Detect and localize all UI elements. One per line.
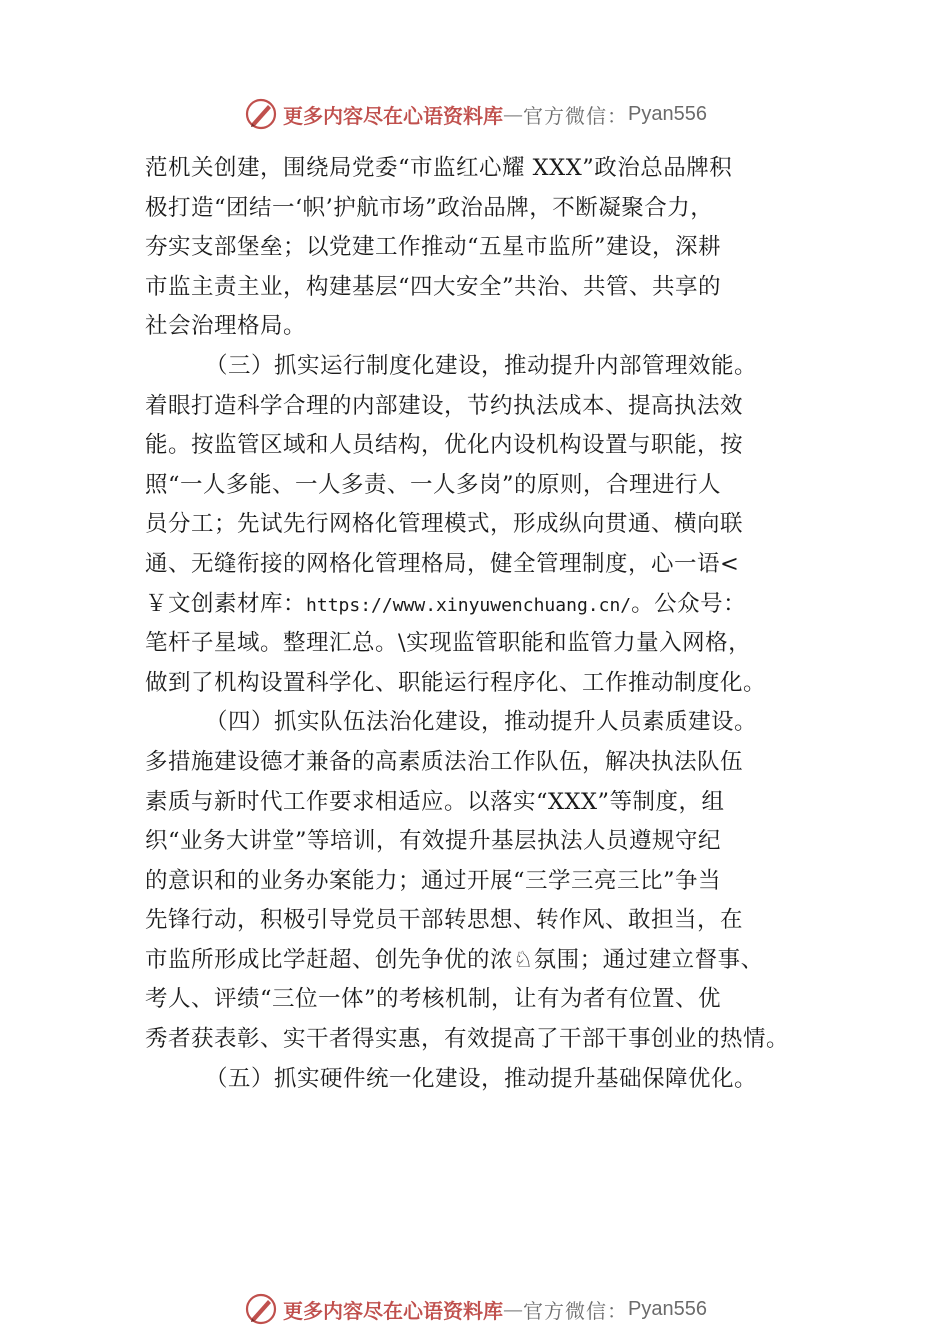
text-line: 着眼打造科学合理的内部建设，节约执法成本、提高执法效 bbox=[145, 392, 744, 419]
text-line: 多措施建设德才兼备的高素质法治工作队伍，解决执法队伍 bbox=[145, 748, 744, 775]
header-banner bbox=[0, 92, 950, 136]
text-line: 市监所形成比学赶超、创先争优的浓♘氛围；通过建立督事、 bbox=[145, 946, 764, 973]
banner-wechat-label: 官方微信： bbox=[523, 103, 629, 128]
text-line: 夯实支部堡垒；以党建工作推动“五星市监所”建设，深耕 bbox=[145, 234, 722, 261]
section-heading-5: （五）抓实硬件统一化建设，推动提升基础保障优化。 bbox=[205, 1065, 758, 1092]
text-line: 能。按监管区域和人员结构，优化内设机构设置与职能，按 bbox=[145, 432, 744, 459]
banner-wechat-id: Pyan556 bbox=[628, 1297, 707, 1320]
banner-brand-text: 更多内容尽在心语资料库 bbox=[283, 1298, 504, 1323]
text-line: 考人、评绩“三位一体”的考核机制，让有为者有位置、优 bbox=[145, 986, 722, 1013]
text-line: 照“一人多能、一人多责、一人多岗”的原则，合理进行人 bbox=[145, 471, 722, 498]
text-line: 的意识和的业务办案能力；通过开展“三学三亮三比”争当 bbox=[145, 867, 722, 894]
text-line: 笔杆子星域。整理汇总。\实现监管职能和监管力量入网格， bbox=[145, 630, 752, 657]
text-line: 员分工；先试先行网格化管理模式，形成纵向贯通、横向联 bbox=[145, 511, 744, 538]
text-line: 秀者获表彰、实干者得实惠，有效提高了干部干事创业的热情。 bbox=[145, 1026, 790, 1053]
banner-wechat-id: Pyan556 bbox=[628, 102, 707, 125]
url-prefix: ￥文创素材库： bbox=[145, 590, 307, 617]
footer-banner bbox=[0, 1287, 950, 1331]
banner-wechat-label: 官方微信： bbox=[523, 1298, 629, 1323]
banner-brand-text: 更多内容尽在心语资料库 bbox=[283, 103, 504, 128]
url-suffix: 。公众号： bbox=[631, 590, 747, 617]
text-line: 社会治理格局。 bbox=[145, 313, 307, 340]
website-link[interactable]: https://www.xinyuwenchuang.cn/ bbox=[306, 594, 632, 616]
document-body bbox=[145, 149, 845, 1099]
text-line: 范机关创建，围绕局党委“市监红心耀 XXX”政治总品牌积 bbox=[145, 155, 733, 181]
section-heading-4: （四）抓实队伍法治化建设，推动提升人员素质建设。 bbox=[205, 709, 758, 736]
text-line: 织“业务大讲堂”等培训，有效提升基层执法人员遵规守纪 bbox=[145, 828, 722, 855]
banner-dash: — bbox=[503, 102, 524, 126]
text-line: 素质与新时代工作要求相适应。以落实“XXX”等制度，组 bbox=[145, 788, 725, 815]
url-line bbox=[145, 585, 845, 625]
section-heading-3: （三）抓实运行制度化建设，推动提升内部管理效能。 bbox=[205, 352, 758, 379]
text-line: 市监主责主业，构建基层“四大安全”共治、共管、共享的 bbox=[145, 273, 722, 300]
pen-logo-icon bbox=[243, 96, 279, 132]
text-line: 做到了机构设置科学化、职能运行程序化、工作推动制度化。 bbox=[145, 669, 767, 696]
text-line: 通、无缝衔接的网格化管理格局，健全管理制度，心一语< bbox=[145, 550, 740, 577]
banner-dash: — bbox=[503, 1297, 524, 1321]
text-line: 极打造“团结一‘帜’护航市场”政治品牌，不断凝聚合力， bbox=[145, 194, 714, 221]
text-line: 先锋行动，积极引导党员干部转思想、转作风、敢担当，在 bbox=[145, 907, 744, 934]
pen-logo-icon bbox=[243, 1291, 279, 1327]
